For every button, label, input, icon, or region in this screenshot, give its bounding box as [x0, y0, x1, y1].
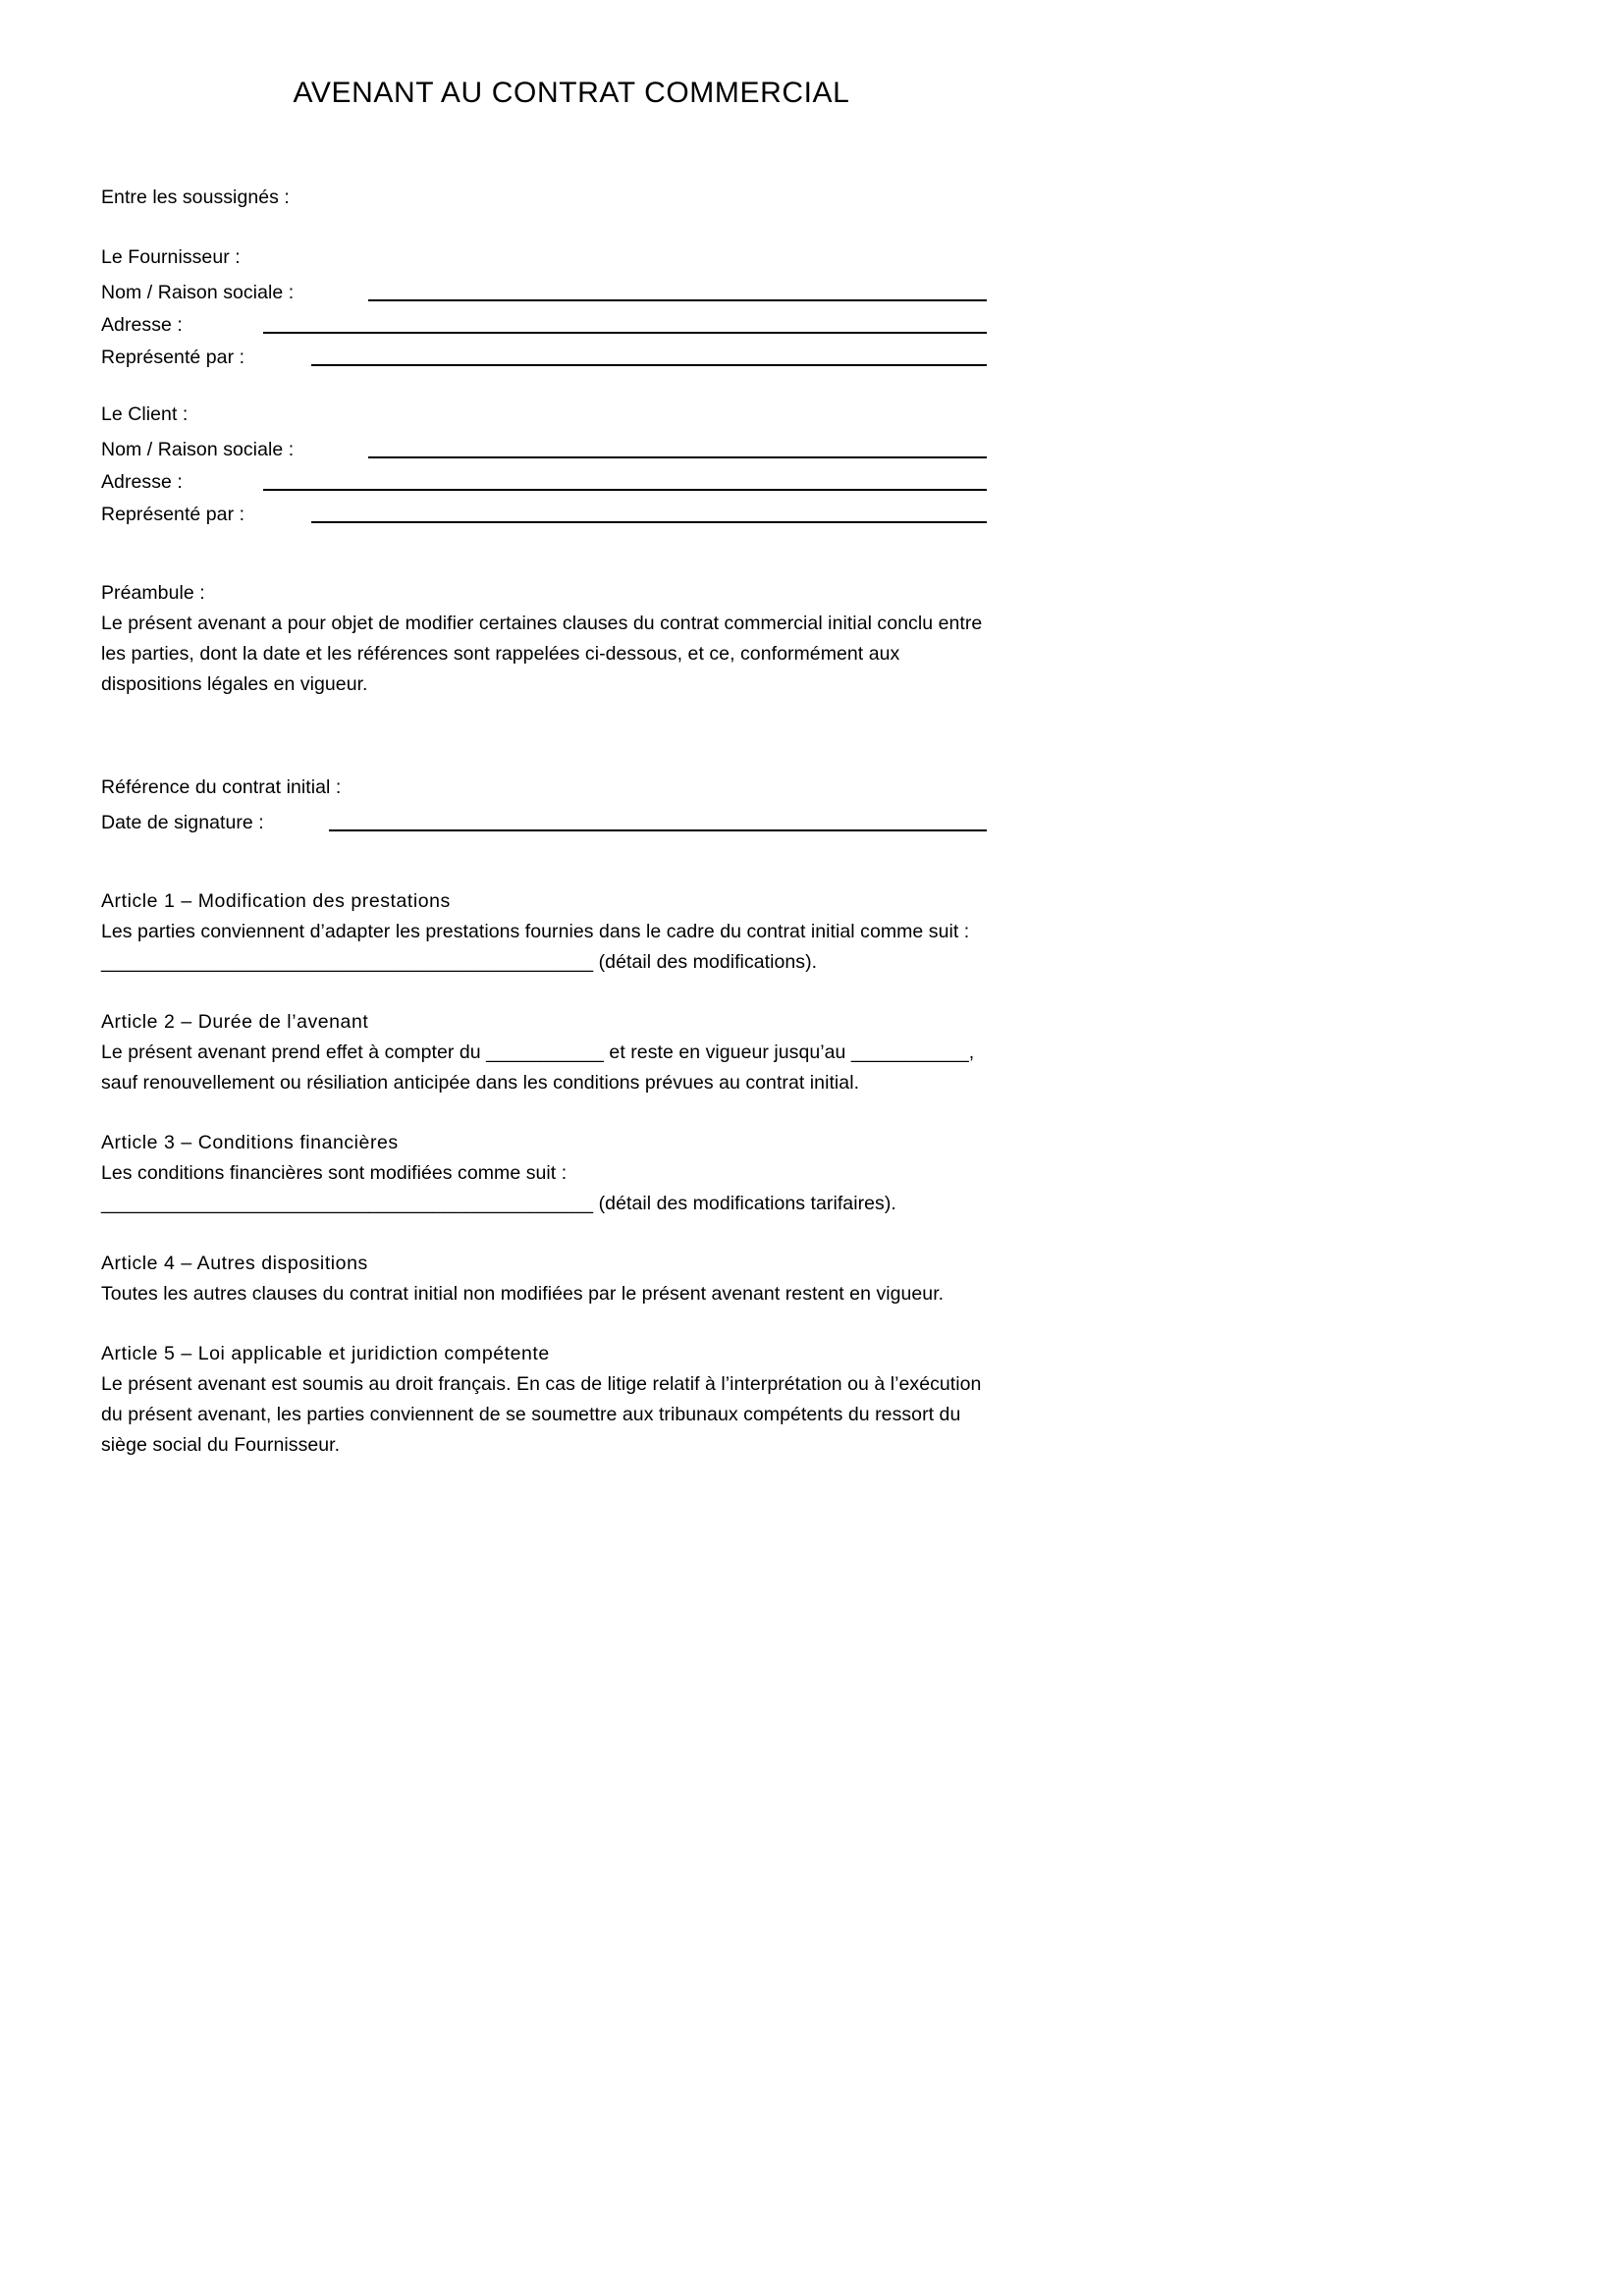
client-heading: Le Client : — [101, 403, 189, 425]
article-2-body — [101, 1038, 987, 1098]
article-1-blank-caption: (détail des modifications). — [593, 951, 818, 973]
supplier-represented-field[interactable] — [311, 364, 987, 366]
article-3-body: Les conditions financières sont modifiées comme suit : — [101, 1162, 568, 1184]
article-3-heading: Article 3 – Conditions financières — [101, 1132, 399, 1153]
supplier-name-row — [101, 273, 987, 305]
supplier-address-field[interactable] — [263, 332, 987, 334]
article-2-end-date-field[interactable]: ___________ — [850, 1041, 969, 1063]
client-address-label: Adresse : — [101, 471, 183, 493]
article-5-body: Le présent avenant est soumis au droit français. En cas de litige relatif à l’interprétation ou à l’exécution du présent avenant, les parties conviennent de se soumettre aux tribunaux compétents du ressort du siège social du Fournisseur. — [101, 1373, 982, 1456]
article-2-text-3: , sauf renouvellement ou résiliation anticipée dans les conditions prévues au contrat initial. — [101, 1041, 975, 1094]
page-title: AVENANT AU CONTRAT COMMERCIAL — [293, 77, 850, 109]
client-name-row — [101, 430, 987, 462]
client-address-field[interactable] — [263, 489, 987, 491]
reference-date-label: Date de signature : — [101, 812, 264, 833]
supplier-name-label: Nom / Raison sociale : — [101, 282, 295, 303]
preamble-text: Le présent avenant a pour objet de modifier certaines clauses du contrat commercial initial conclu entre les parties, dont la date et les références sont rappelées ci-dessous, et ce, conformément aux dispositions légales en vigueur. — [101, 613, 983, 695]
client-name-field[interactable] — [368, 456, 987, 458]
article-3-blank-field[interactable]: ______________________________________________ — [101, 1193, 594, 1214]
supplier-address-row — [101, 305, 987, 338]
supplier-represented-row — [101, 338, 987, 370]
article-5-heading: Article 5 – Loi applicable et juridiction compétente — [101, 1343, 550, 1364]
article-2-heading: Article 2 – Durée de l’avenant — [101, 1011, 369, 1033]
article-1-heading: Article 1 – Modification des prestations — [101, 890, 451, 912]
article-3-blank-caption: (détail des modifications tarifaires). — [593, 1193, 896, 1214]
client-name-label: Nom / Raison sociale : — [101, 439, 295, 460]
reference-heading: Référence du contrat initial : — [101, 776, 342, 798]
article-4-body: Toutes les autres clauses du contrat initial non modifiées par le présent avenant restent en vigueur. — [101, 1283, 945, 1305]
supplier-represented-label: Représenté par : — [101, 347, 245, 368]
supplier-name-field[interactable] — [368, 299, 987, 301]
article-1-blank-field[interactable]: ______________________________________________ — [101, 951, 594, 973]
article-2-text-1: Le présent avenant prend effet à compter du — [101, 1041, 487, 1063]
intro-line: Entre les soussignés : — [101, 187, 290, 208]
supplier-heading: Le Fournisseur : — [101, 246, 241, 268]
article-2-start-date-field[interactable]: ___________ — [486, 1041, 604, 1063]
article-2-text-2: et reste en vigueur jusqu’au — [603, 1041, 851, 1063]
document-body — [101, 0, 987, 1461]
client-represented-field[interactable] — [311, 521, 987, 523]
client-represented-row — [101, 495, 987, 527]
reference-date-row — [101, 803, 987, 835]
article-1-body: Les parties conviennent d’adapter les prestations fournies dans le cadre du contrat initial comme suit : — [101, 921, 970, 942]
client-represented-label: Représenté par : — [101, 504, 245, 525]
supplier-address-label: Adresse : — [101, 314, 183, 336]
article-4-heading: Article 4 – Autres dispositions — [101, 1253, 368, 1274]
article-3-blank-row — [101, 1189, 987, 1219]
reference-date-field[interactable] — [329, 829, 987, 831]
client-address-row — [101, 462, 987, 495]
article-1-blank-row — [101, 947, 987, 978]
preamble-heading: Préambule : — [101, 582, 205, 604]
